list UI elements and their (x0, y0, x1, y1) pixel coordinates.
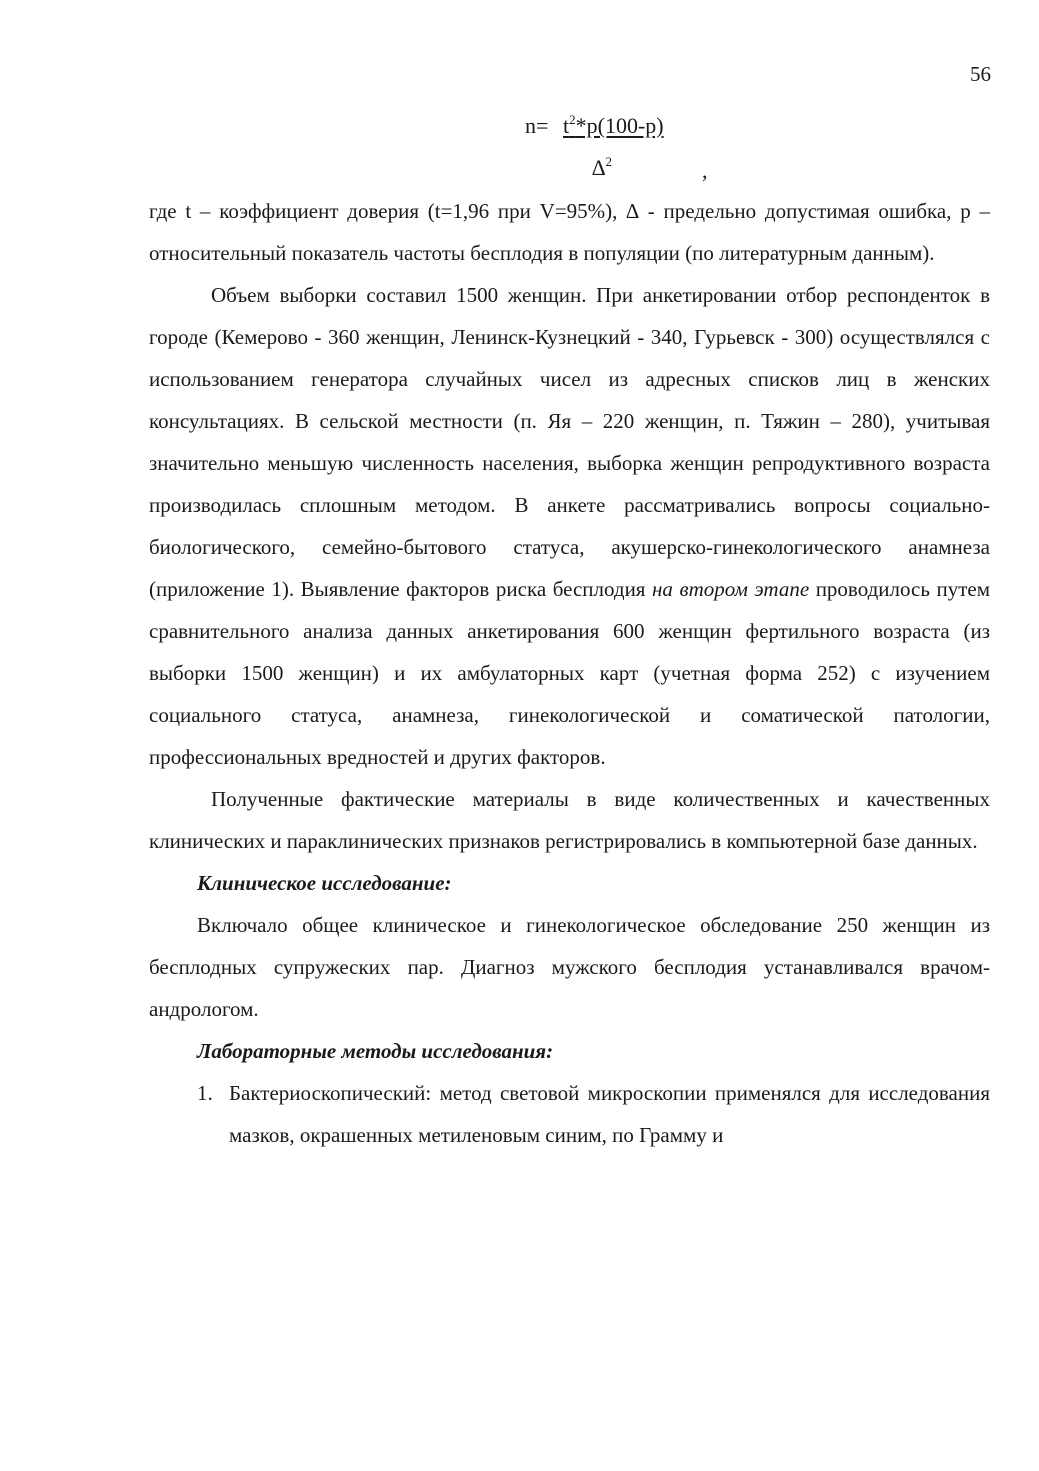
formula-denominator (592, 155, 612, 181)
data-registration-paragraph: Полученные фактические материалы в виде количественных и качественных клинических и параклинических признаков регистрировались в компьютерной базе данных. (149, 787, 990, 853)
clinical-study-heading: Клиническое исследование: (197, 871, 452, 895)
list-item (149, 1072, 990, 1156)
sample-description-text: Объем выборки составил 1500 женщин. При анкетировании отбор респонденток в городе (Кемерово - 360 женщин, Ленинск-Кузнецкий - 340, Гурьевск - 300) осуществлялся с использованием генератора случайных чисел из адресных списков лиц в женских консультациях. В сельской местности (п. Яя – 220 женщин, п. Тяжин – 280), учитывая значительно меньшую численность населения, выборка женщин репродуктивного возраста производилась сплошным методом. В анкете рассматривались вопросы социально-биологического, семейно-бытового статуса, акушерско-гинекологического анамнеза (приложение 1). Выявление факторов риска бесплодия (149, 283, 990, 601)
list-item-number: 1. (197, 1081, 213, 1105)
page-body (149, 190, 990, 1156)
formula-numerator-rest: *p(100-p) (575, 113, 664, 138)
lab-methods-list (149, 1072, 990, 1156)
list-item-text: Бактериоскопический: метод световой микроскопии применялся для исследования мазков, окрашенных метиленовым синим, по Грамму и (229, 1081, 990, 1147)
formula-explanation-paragraph: где t – коэффициент доверия (t=1,96 при V=95%), ∆ - предельно допустимая ошибка, p – относительный показатель частоты бесплодия в популяции (по литературным данным). (149, 199, 990, 265)
formula-denominator-exponent: 2 (605, 154, 612, 169)
sample-description-tail: проводилось путем сравнительного анализа данных анкетирования 600 женщин фертильного возраста (из выборки 1500 женщин) и их амбулаторных карт (учетная форма 252) с изучением социального статуса, анамнеза, гинекологической и соматической патологии, профессиональных вредностей и других факторов. (149, 577, 990, 769)
formula-comma: , (702, 158, 708, 183)
clinical-study-paragraph: Включало общее клиническое и гинекологическое обследование 250 женщин из бесплодных супружеских пар. Диагноз мужского бесплодия устанавливался врачом-андрологом. (149, 913, 990, 1021)
formula-numerator-exponent: 2 (569, 112, 576, 127)
sample-description-paragraph (149, 274, 990, 778)
second-stage-emphasis: на втором этапе (652, 577, 810, 601)
formula-numerator-t: t (563, 113, 570, 138)
page-number: 56 (970, 62, 991, 86)
formula-lhs: n= (525, 113, 549, 138)
formula-delta-symbol: ∆ (592, 155, 606, 180)
formula-numerator (563, 113, 664, 139)
lab-methods-heading: Лабораторные методы исследования: (197, 1039, 554, 1063)
sample-size-formula (0, 108, 1039, 188)
